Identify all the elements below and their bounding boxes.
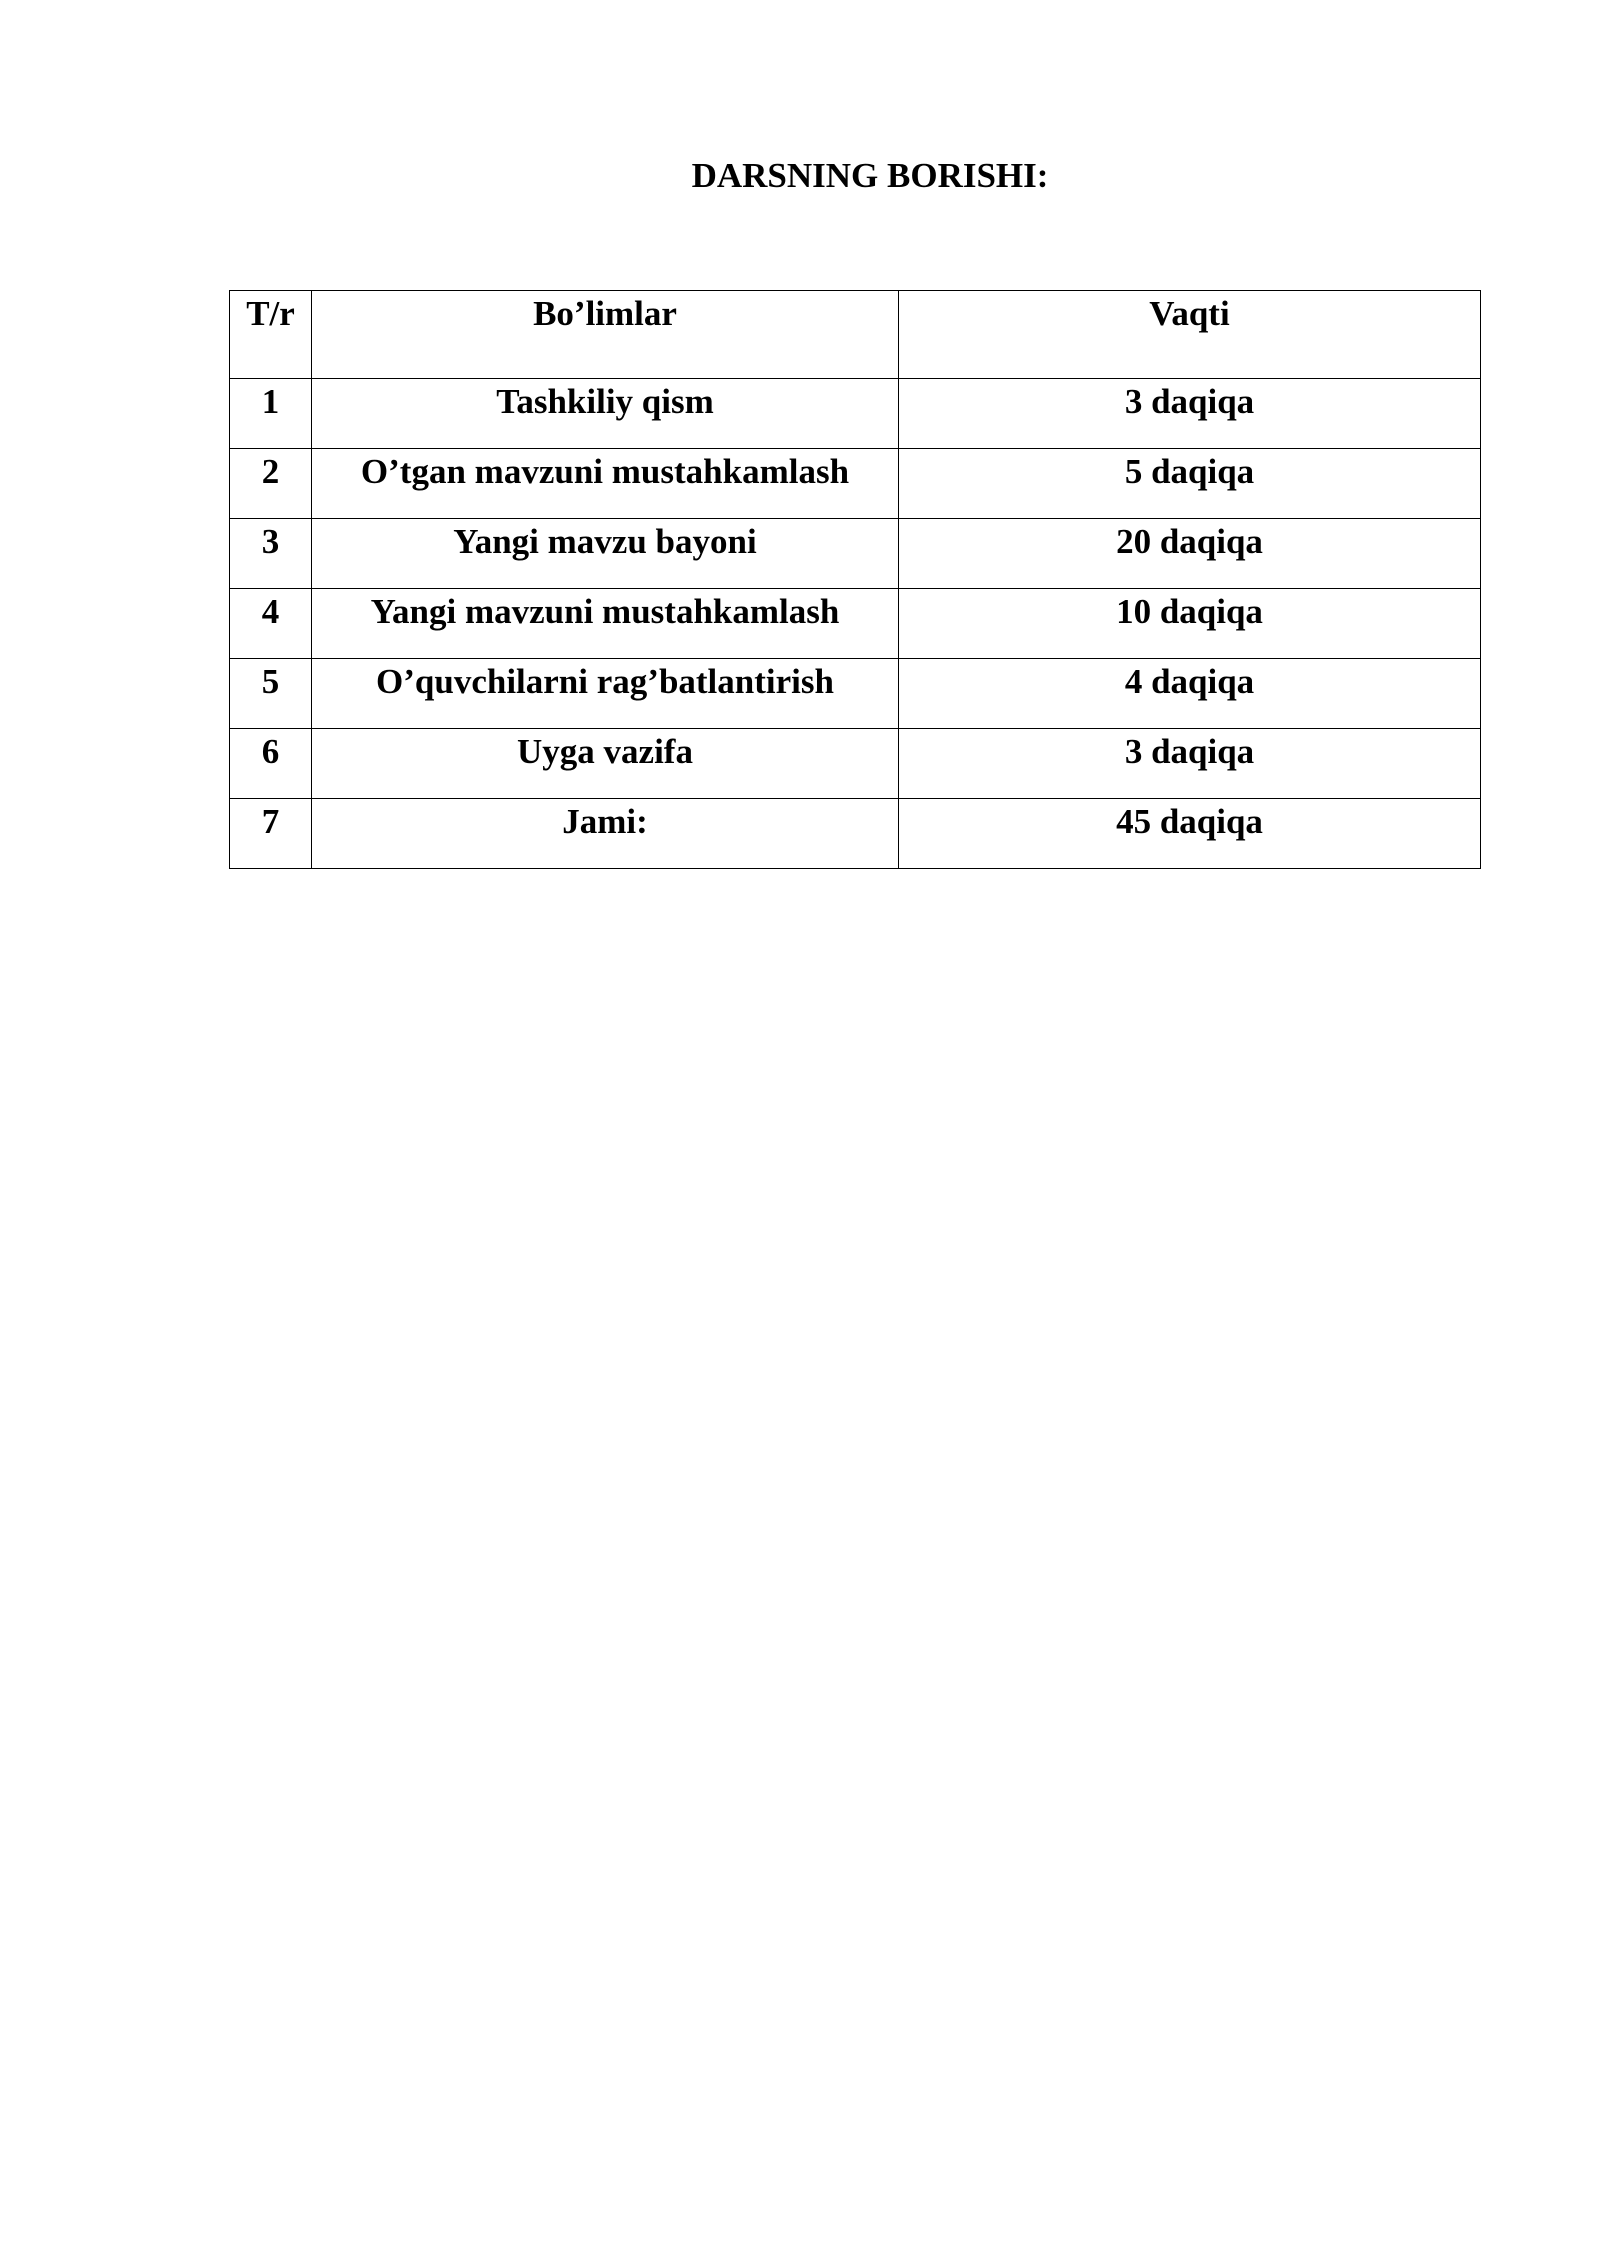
row-number: 2	[230, 449, 312, 519]
row-time: 5 daqiqa	[899, 449, 1481, 519]
row-section: O’tgan mavzuni mustahkamlash	[312, 449, 899, 519]
row-time: 3 daqiqa	[899, 379, 1481, 449]
row-section: Jami:	[312, 799, 899, 869]
row-number: 4	[230, 589, 312, 659]
row-time: 10 daqiqa	[899, 589, 1481, 659]
row-number: 1	[230, 379, 312, 449]
table-row	[230, 379, 1481, 449]
header-time-cell	[899, 291, 1481, 379]
row-section: Yangi mavzu bayoni	[312, 519, 899, 589]
page-title: DARSNING BORISHI:	[691, 156, 1049, 195]
row-section: Uyga vazifa	[312, 729, 899, 799]
row-number: 3	[230, 519, 312, 589]
row-time: 45 daqiqa	[899, 799, 1481, 869]
row-number: 5	[230, 659, 312, 729]
row-section: O’quvchilarni rag’batlantirish	[312, 659, 899, 729]
row-number: 6	[230, 729, 312, 799]
table-row	[230, 729, 1481, 799]
table-row	[230, 449, 1481, 519]
row-time: 3 daqiqa	[899, 729, 1481, 799]
row-time: 20 daqiqa	[899, 519, 1481, 589]
table-row	[230, 659, 1481, 729]
table-row	[230, 589, 1481, 659]
row-section: Yangi mavzuni mustahkamlash	[312, 589, 899, 659]
row-number: 7	[230, 799, 312, 869]
header-number-label: T/r	[246, 294, 295, 333]
header-section-cell	[312, 291, 899, 379]
table-row-total	[230, 799, 1481, 869]
table-row	[230, 519, 1481, 589]
header-section-label: Bo’limlar	[533, 294, 677, 333]
header-number-cell	[230, 291, 312, 379]
row-time: 4 daqiqa	[899, 659, 1481, 729]
row-section: Tashkiliy qism	[312, 379, 899, 449]
header-time-label: Vaqti	[1149, 294, 1230, 333]
table-header-row	[230, 291, 1481, 379]
lesson-schedule-table	[229, 290, 1481, 869]
